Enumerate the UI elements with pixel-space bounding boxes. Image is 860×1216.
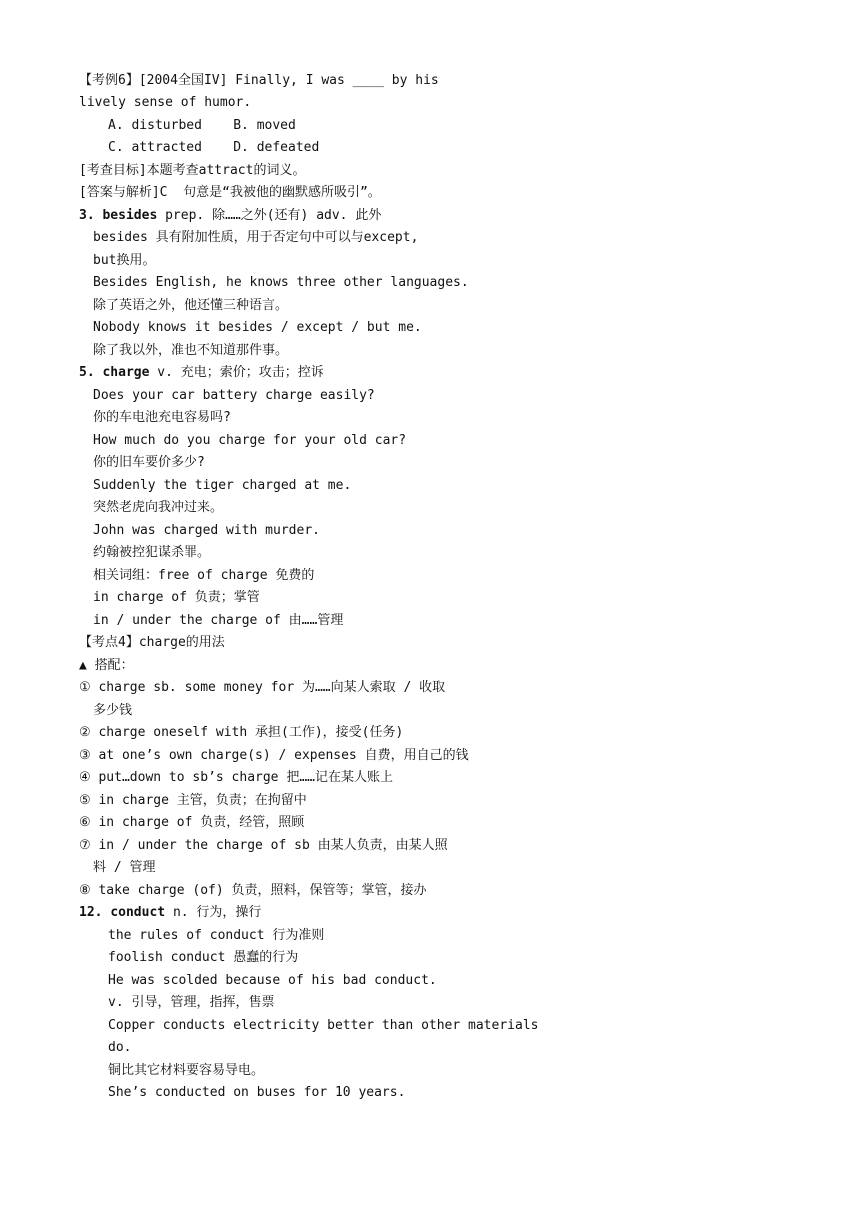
example-sentence-cont: do. — [108, 1040, 132, 1055]
key-point-heading: 【考点4】charge的用法 — [79, 635, 225, 650]
example-translation: 除了我以外，准也不知道那件事。 — [93, 343, 289, 358]
entry-number: 12. — [79, 905, 103, 920]
related-phrase: in / under the charge of 由……管理 — [93, 613, 344, 628]
example-sentence: Suddenly the tiger charged at me. — [93, 478, 352, 493]
definition: n. 行为，操行 — [172, 905, 262, 920]
example-sentence: She’s conducted on buses for 10 years. — [108, 1085, 406, 1100]
phrase-example: foolish conduct 愚蠢的行为 — [108, 950, 299, 965]
phrase-example: the rules of conduct 行为准则 — [108, 928, 325, 943]
collocation-item: ⑦ in / under the charge of sb 由某人负责，由某人照 — [79, 838, 448, 853]
collocation-label: ▲ 搭配： — [79, 658, 134, 673]
collocation-item-cont: 料 / 管理 — [93, 860, 156, 875]
example-translation: 突然老虎向我冲过来。 — [93, 500, 224, 515]
answer-analysis: [答案与解析]C 句意是“我被他的幽默感所吸引”。 — [79, 185, 381, 200]
collocation-item-cont: 多少钱 — [93, 703, 133, 718]
headword: besides — [102, 208, 158, 223]
related-phrase: in charge of 负责；掌管 — [93, 590, 260, 605]
collocation-item: ④ put…down to sb’s charge 把……记在某人账上 — [79, 770, 393, 785]
collocation-item: ② charge oneself with 承担(工作)，接受(任务) — [79, 725, 404, 740]
definition: v. 充电；索价；攻击；控诉 — [157, 365, 324, 380]
options-c-d: C. attracted D. defeated — [108, 140, 320, 155]
example-translation: 你的旧车要价多少? — [93, 455, 205, 470]
example-translation: 除了英语之外，他还懂三种语言。 — [93, 298, 289, 313]
headword: conduct — [110, 905, 166, 920]
collocation-item: ⑧ take charge (of) 负责，照料，保管等；掌管，接办 — [79, 883, 427, 898]
example-translation: 你的车电池充电容易吗? — [93, 410, 231, 425]
example-sentence: He was scolded because of his bad conduct. — [108, 973, 437, 988]
collocation-item: ⑥ in charge of 负责，经管，照顾 — [79, 815, 305, 830]
exam-example-question: 【考例6】[2004全国IV] Finally, I was ____ by his — [79, 73, 439, 88]
example-sentence: Nobody knows it besides / except / but me. — [93, 320, 422, 335]
entry-number: 3. — [79, 208, 95, 223]
exam-objective: [考查目标]本题考查attract的词义。 — [79, 163, 306, 178]
entry-number: 5. — [79, 365, 95, 380]
collocation-item: ① charge sb. some money for 为……向某人索取 / 收取 — [79, 680, 446, 695]
usage-note: besides 具有附加性质，用于否定句中可以与except, — [93, 230, 419, 245]
example-sentence: How much do you charge for your old car? — [93, 433, 407, 448]
entry-charge-heading — [79, 364, 324, 382]
entry-conduct-heading — [79, 904, 261, 922]
example-sentence: Copper conducts electricity better than other materials — [108, 1018, 539, 1033]
usage-note-cont: but换用。 — [93, 253, 156, 268]
entry-besides-heading — [79, 207, 381, 225]
related-phrases: 相关词组：free of charge 免费的 — [93, 568, 315, 583]
collocation-item: ③ at one’s own charge(s) / expenses 自费，用自己的钱 — [79, 748, 469, 763]
example-translation: 约翰被控犯谋杀罪。 — [93, 545, 211, 560]
definition: prep. 除……之外(还有) adv. 此外 — [165, 208, 382, 223]
options-a-b: A. disturbed B. moved — [108, 118, 296, 133]
example-translation: 铜比其它材料要容易导电。 — [108, 1063, 265, 1078]
exam-example-question-cont: lively sense of humor. — [79, 95, 252, 110]
definition-verb: v. 引导，管理，指挥，售票 — [108, 995, 275, 1010]
collocation-item: ⑤ in charge 主管，负责；在拘留中 — [79, 793, 307, 808]
example-sentence: John was charged with murder. — [93, 523, 320, 538]
headword: charge — [102, 365, 150, 380]
example-sentence: Besides English, he knows three other languages. — [93, 275, 469, 290]
example-sentence: Does your car battery charge easily? — [93, 388, 375, 403]
